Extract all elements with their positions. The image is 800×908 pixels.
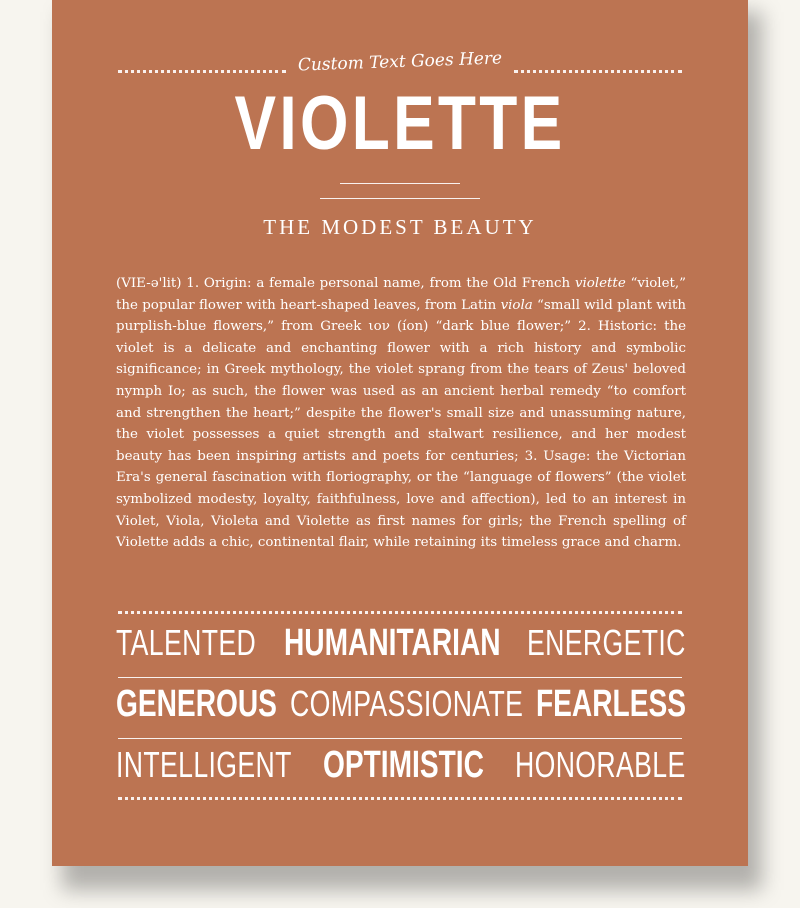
trait-word: GENEROUS [116,683,277,725]
trait-row-2 [116,683,686,726]
trait-word: COMPASSIONATE [289,683,524,724]
definition-text: “small wild plant with purplish-blue flowers,” from Greek ιον (íon) “dark blue flower;” 2. Historic: the violet is a delicate and enchanting flower with a rich history and symbolic significance; in Greek mythology, the violet sprang from the tears of Zeus' beloved nymph Io; as such, the flower was used as an ancient herbal remedy “to comfort and strengthen the heart;” despite the flower's small size and unassuming nature, the violet possesses a quiet strength and stalwart resilience, and her modest beauty has been inspiring artists and poets for centuries; 3. Usage: the Victorian Era's general fascination with floriography, or the “language of flowers” (the violet symbolized modesty, loyalty, faithfulness, love and affection), led to an interest in Violet, Viola, Violeta and Violette as first names for girls; the French spelling of Violette adds a chic, continental flair, while retaining its timeless grace and charm. [116,297,686,551]
definition-text: (VIE-ə'lit) 1. Origin: a female personal name, from the Old French [116,276,575,291]
trait-word: FEARLESS [536,683,687,725]
trait-row-1 [116,622,686,665]
trait-word: INTELLIGENT [116,744,292,785]
trait-row-3 [116,744,686,787]
name-poster [52,0,748,866]
trait-word: OPTIMISTIC [323,744,484,786]
trait-word: ENERGETIC [527,622,687,663]
trait-word: HONORABLE [515,744,687,785]
title-rule-top [340,183,460,184]
dotted-divider-definition [118,611,682,614]
dotted-divider-bottom [118,797,682,800]
definition-italic-term: violette [574,276,626,291]
name-title: VIOLETTE [234,81,566,166]
title-rule-bottom [320,198,480,199]
trait-word: TALENTED [116,622,257,663]
trait-rule-1 [118,677,682,678]
definition-italic-term: viola [500,297,533,313]
custom-text: Custom Text Goes Here [297,48,503,76]
dotted-divider-right [514,70,682,73]
name-definition [116,273,686,554]
trait-word: HUMANITARIAN [283,622,501,664]
name-meaning-subtitle: THE MODEST BEAUTY [263,215,537,239]
definition-text: “violet,” the popular flower with heart-shaped leaves, from Latin [116,276,686,313]
trait-rule-2 [118,738,682,739]
